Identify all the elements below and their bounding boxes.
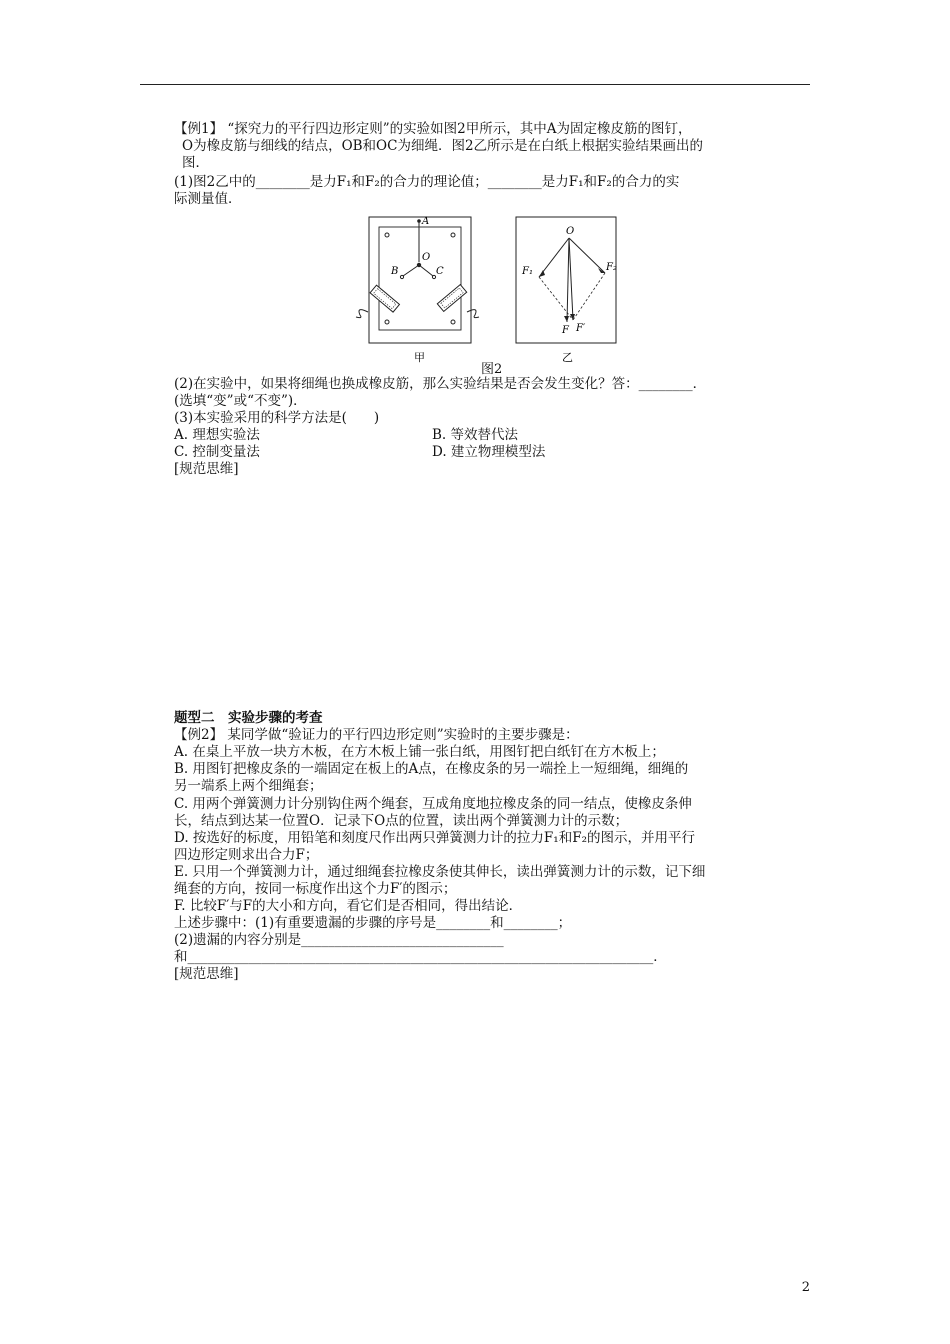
step-E-line1: E. 只用一个弹簧测力计，通过细绳套拉橡皮条使其伸长，读出弹簧测力计的示数，记下细 — [174, 864, 706, 880]
step-C-line1: C. 用两个弹簧测力计分别钩住两个绳套，互成角度地拉橡皮条的同一结点，使橡皮条伸 — [174, 796, 692, 812]
left-subcaption: 甲 — [414, 351, 425, 364]
step-A: A. 在桌上平放一块方木板，在方木板上铺一张白纸，用图钉把白纸钉在方木板上； — [174, 744, 665, 760]
option-B: B. 等效替代法 — [432, 427, 519, 443]
question2-line1: (2)在实验中，如果将细绳也换成橡皮筋，那么实验结果是否会发生变化？答：________． — [174, 376, 707, 392]
option-D: D. 建立物理模型法 — [432, 444, 546, 460]
example1-line3: 图． — [182, 155, 209, 171]
option-A: A. 理想实验法 — [174, 427, 260, 443]
label-B: B — [391, 266, 399, 277]
question3: (3)本实验采用的科学方法是( ) — [174, 410, 380, 426]
page-number: 2 — [801, 1280, 810, 1295]
label-F1: F₁ — [522, 266, 533, 277]
label-O-right: O — [566, 226, 575, 237]
figure-caption: 图2 — [481, 362, 503, 377]
thinking-2: [规范思维] — [174, 966, 239, 982]
header-rule — [140, 84, 810, 85]
step-E-line2: 绳套的方向，按同一标度作出这个力F′的图示； — [174, 881, 457, 897]
figure-right-diagram — [516, 217, 617, 364]
section2-question2: (2)遗漏的内容分别是______________________________ — [174, 932, 504, 948]
label-F: F — [562, 325, 569, 336]
question1-line2: 际测量值． — [174, 191, 242, 207]
thinking-1: [规范思维] — [174, 461, 239, 477]
step-B-line2: 另一端系上两个细绳套； — [174, 778, 323, 794]
figure-2 — [340, 210, 620, 375]
figure-left-board — [356, 216, 479, 364]
right-subcaption: 乙 — [562, 351, 573, 364]
question1-line1: (1)图2乙中的________是力F₁和F₂的合力的理论值；________是力F₁和F₂的合力的实 — [174, 174, 680, 190]
step-C-line2: 长，结点到达某一位置O．记录下O点的位置，读出两个弹簧测力计的示数； — [174, 813, 629, 829]
step-D-line2: 四边形定则求出合力F； — [174, 847, 319, 863]
example1-line2: O为橡皮筋与细线的结点，OB和OC为细绳．图2乙所示是在白纸上根据实验结果画出的 — [182, 138, 704, 154]
section2-title: 题型二 实验步骤的考查 — [174, 710, 323, 726]
section2-question1: 上述步骤中：(1)有重要遗漏的步骤的序号是________和________； — [174, 915, 572, 931]
step-D-line1: D. 按选好的标度，用铅笔和刻度尺作出两只弹簧测力计的拉力F₁和F₂的图示，并用平行 — [174, 830, 695, 846]
label-C: C — [436, 266, 444, 277]
label-O-left: O — [422, 252, 431, 263]
option-C: C. 控制变量法 — [174, 444, 260, 460]
example2-title: 【例2】 某同学做“验证力的平行四边形定则”实验时的主要步骤是： — [174, 727, 579, 743]
question2-line2: (选填“变”或“不变”)． — [174, 393, 307, 409]
label-A: A — [422, 216, 430, 227]
label-F2: F₂ — [606, 262, 617, 273]
step-F: F. 比较F′与F的大小和方向，看它们是否相同，得出结论． — [174, 898, 523, 914]
example1-line1: 【例1】 “探究力的平行四边形定则”的实验如图2甲所示，其中A为固定橡皮筋的图钉， — [174, 121, 692, 137]
section2-question2-cont: 和_____________________________________________________________________． — [174, 949, 667, 965]
label-F-prime: F′ — [576, 323, 586, 334]
step-B-line1: B. 用图钉把橡皮条的一端固定在板上的A点，在橡皮条的另一端拴上一短细绳，细绳的 — [174, 761, 689, 777]
